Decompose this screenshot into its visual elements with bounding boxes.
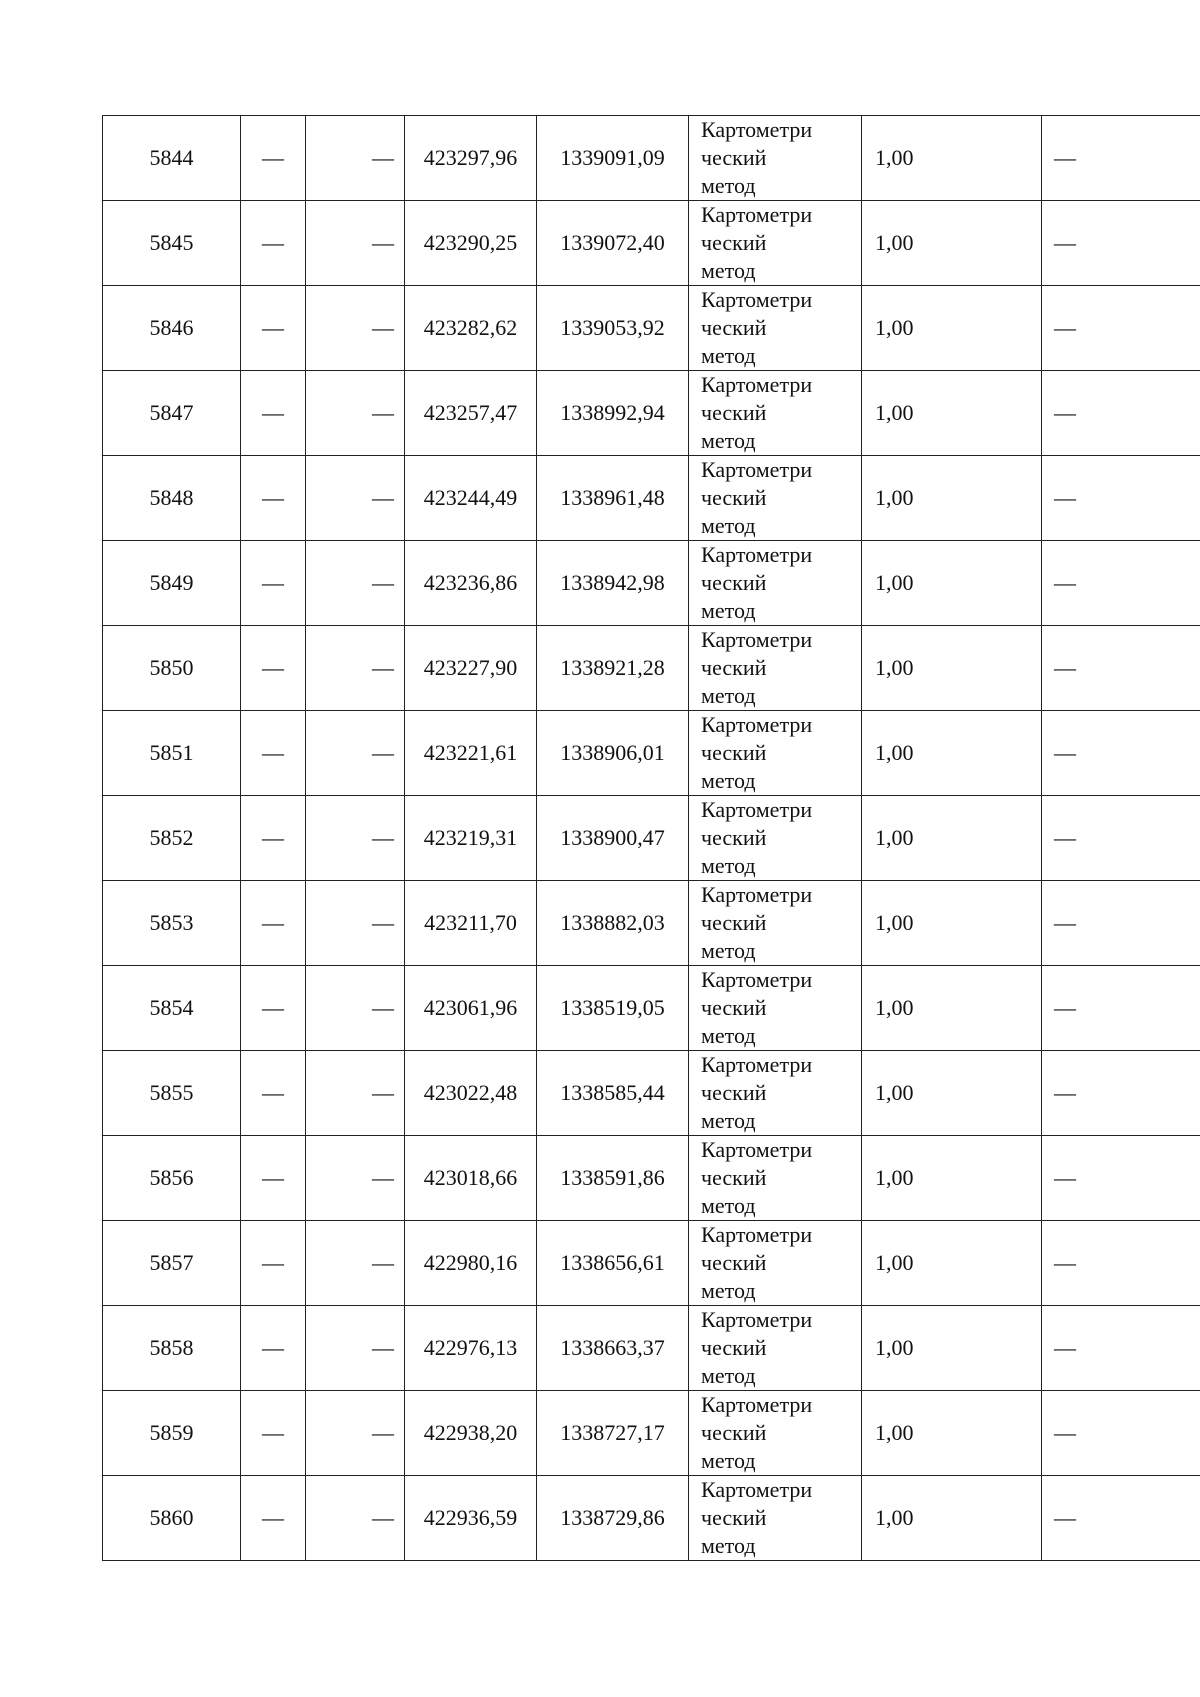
table-row: [103, 1306, 1200, 1391]
empty-text-2: —: [372, 230, 394, 255]
point-number-text: 5847: [149, 400, 194, 425]
method-text: Картометри ческий метод: [701, 882, 813, 963]
table-row: [103, 286, 1200, 371]
empty-text-1: —: [262, 1505, 284, 1530]
y-coordinate-cell: [537, 626, 689, 711]
empty-cell-1: [241, 1391, 306, 1476]
x-coordinate-text: 423018,66: [423, 1165, 518, 1190]
empty-cell-3: [1042, 201, 1200, 286]
empty-text-1: —: [262, 485, 284, 510]
table-row: [103, 966, 1200, 1051]
point-number-cell: [103, 116, 241, 201]
empty-text-1: —: [262, 230, 284, 255]
point-number-cell: [103, 626, 241, 711]
method-cell: [689, 966, 862, 1051]
point-number-cell: [103, 201, 241, 286]
y-coordinate-text: 1338656,61: [560, 1250, 665, 1275]
empty-text-2: —: [372, 1335, 394, 1360]
point-number-text: 5855: [149, 1080, 194, 1105]
point-number-text: 5852: [149, 825, 194, 850]
method-text: Картометри ческий метод: [701, 372, 813, 453]
y-coordinate-text: 1338585,44: [560, 1080, 665, 1105]
point-number-cell: [103, 286, 241, 371]
empty-cell-2: [306, 541, 405, 626]
empty-text-2: —: [372, 1420, 394, 1445]
method-text: Картометри ческий метод: [701, 202, 813, 283]
y-coordinate-text: 1338591,86: [560, 1165, 665, 1190]
x-coordinate-text: 423297,96: [423, 145, 518, 170]
point-number-cell: [103, 711, 241, 796]
empty-cell-1: [241, 711, 306, 796]
method-cell: [689, 371, 862, 456]
x-coordinate-cell: [405, 1306, 537, 1391]
accuracy-cell: [862, 456, 1042, 541]
empty-cell-3: [1042, 541, 1200, 626]
empty-cell-3: [1042, 1221, 1200, 1306]
method-cell: [689, 796, 862, 881]
table-row: [103, 116, 1200, 201]
empty-cell-2: [306, 711, 405, 796]
point-number-cell: [103, 456, 241, 541]
empty-text-2: —: [372, 145, 394, 170]
point-number-cell: [103, 1476, 241, 1561]
y-coordinate-cell: [537, 796, 689, 881]
x-coordinate-text: 423061,96: [423, 995, 518, 1020]
table-row: [103, 796, 1200, 881]
point-number-text: 5845: [149, 230, 194, 255]
empty-text-1: —: [262, 1420, 284, 1445]
empty-cell-3: [1042, 1476, 1200, 1561]
point-number-cell: [103, 1306, 241, 1391]
accuracy-text: 1,00: [875, 1505, 914, 1530]
accuracy-cell: [862, 1221, 1042, 1306]
empty-cell-3: [1042, 371, 1200, 456]
empty-text-1: —: [262, 315, 284, 340]
accuracy-cell: [862, 541, 1042, 626]
method-text: Картометри ческий метод: [701, 542, 813, 623]
empty-cell-2: [306, 286, 405, 371]
method-cell: [689, 1391, 862, 1476]
accuracy-text: 1,00: [875, 825, 914, 850]
table-row: [103, 626, 1200, 711]
accuracy-text: 1,00: [875, 1335, 914, 1360]
empty-cell-1: [241, 1221, 306, 1306]
x-coordinate-cell: [405, 1476, 537, 1561]
empty-text-2: —: [372, 570, 394, 595]
empty-text-3: —: [1054, 1165, 1076, 1190]
y-coordinate-text: 1339072,40: [560, 230, 665, 255]
method-cell: [689, 1221, 862, 1306]
empty-text-2: —: [372, 995, 394, 1020]
method-cell: [689, 541, 862, 626]
empty-cell-1: [241, 456, 306, 541]
empty-cell-1: [241, 541, 306, 626]
method-text: Картометри ческий метод: [701, 1222, 813, 1303]
y-coordinate-text: 1338942,98: [560, 570, 665, 595]
x-coordinate-cell: [405, 116, 537, 201]
empty-text-2: —: [372, 655, 394, 680]
y-coordinate-cell: [537, 1391, 689, 1476]
accuracy-text: 1,00: [875, 570, 914, 595]
y-coordinate-cell: [537, 286, 689, 371]
accuracy-text: 1,00: [875, 1250, 914, 1275]
empty-text-2: —: [372, 1250, 394, 1275]
empty-cell-1: [241, 626, 306, 711]
empty-text-2: —: [372, 825, 394, 850]
method-cell: [689, 711, 862, 796]
empty-text-3: —: [1054, 825, 1076, 850]
empty-cell-1: [241, 1476, 306, 1561]
x-coordinate-text: 423244,49: [423, 485, 518, 510]
x-coordinate-text: 422976,13: [423, 1335, 518, 1360]
x-coordinate-cell: [405, 1051, 537, 1136]
empty-text-2: —: [372, 910, 394, 935]
empty-cell-2: [306, 881, 405, 966]
empty-cell-1: [241, 1306, 306, 1391]
x-coordinate-text: 422980,16: [423, 1250, 518, 1275]
point-number-text: 5850: [149, 655, 194, 680]
y-coordinate-cell: [537, 456, 689, 541]
x-coordinate-cell: [405, 1391, 537, 1476]
point-number-text: 5854: [149, 995, 194, 1020]
y-coordinate-cell: [537, 1136, 689, 1221]
empty-cell-1: [241, 286, 306, 371]
point-number-cell: [103, 796, 241, 881]
accuracy-text: 1,00: [875, 995, 914, 1020]
y-coordinate-text: 1338921,28: [560, 655, 665, 680]
empty-cell-1: [241, 1051, 306, 1136]
method-text: Картометри ческий метод: [701, 457, 813, 538]
empty-cell-1: [241, 881, 306, 966]
y-coordinate-text: 1339091,09: [560, 145, 665, 170]
accuracy-cell: [862, 1391, 1042, 1476]
x-coordinate-text: 422936,59: [423, 1505, 518, 1530]
empty-text-2: —: [372, 740, 394, 765]
table-row: [103, 881, 1200, 966]
empty-cell-1: [241, 796, 306, 881]
empty-cell-3: [1042, 456, 1200, 541]
method-text: Картометри ческий метод: [701, 1307, 813, 1388]
method-cell: [689, 1136, 862, 1221]
method-text: Картометри ческий метод: [701, 117, 813, 198]
method-cell: [689, 116, 862, 201]
method-cell: [689, 456, 862, 541]
x-coordinate-text: 423221,61: [423, 740, 518, 765]
table-row: [103, 371, 1200, 456]
y-coordinate-cell: [537, 1306, 689, 1391]
method-cell: [689, 881, 862, 966]
empty-text-2: —: [372, 400, 394, 425]
empty-cell-3: [1042, 626, 1200, 711]
y-coordinate-text: 1338519,05: [560, 995, 665, 1020]
x-coordinate-cell: [405, 1136, 537, 1221]
point-number-text: 5849: [149, 570, 194, 595]
empty-text-3: —: [1054, 995, 1076, 1020]
empty-cell-3: [1042, 1136, 1200, 1221]
point-number-text: 5860: [149, 1505, 194, 1530]
table-row: [103, 1476, 1200, 1561]
y-coordinate-text: 1339053,92: [560, 315, 665, 340]
empty-text-3: —: [1054, 1250, 1076, 1275]
table-row: [103, 541, 1200, 626]
empty-text-1: —: [262, 570, 284, 595]
empty-cell-2: [306, 1476, 405, 1561]
empty-cell-1: [241, 966, 306, 1051]
x-coordinate-cell: [405, 456, 537, 541]
x-coordinate-cell: [405, 711, 537, 796]
empty-cell-1: [241, 116, 306, 201]
point-number-cell: [103, 1051, 241, 1136]
empty-text-1: —: [262, 145, 284, 170]
x-coordinate-text: 423227,90: [423, 655, 518, 680]
accuracy-text: 1,00: [875, 400, 914, 425]
accuracy-cell: [862, 626, 1042, 711]
x-coordinate-cell: [405, 371, 537, 456]
y-coordinate-cell: [537, 541, 689, 626]
point-number-cell: [103, 966, 241, 1051]
point-number-cell: [103, 371, 241, 456]
empty-cell-3: [1042, 796, 1200, 881]
empty-text-1: —: [262, 1335, 284, 1360]
x-coordinate-text: 423257,47: [423, 400, 518, 425]
method-cell: [689, 1306, 862, 1391]
accuracy-text: 1,00: [875, 230, 914, 255]
accuracy-text: 1,00: [875, 315, 914, 340]
y-coordinate-text: 1338727,17: [560, 1420, 665, 1445]
empty-cell-3: [1042, 116, 1200, 201]
method-text: Картометри ческий метод: [701, 627, 813, 708]
point-number-cell: [103, 1391, 241, 1476]
y-coordinate-cell: [537, 1476, 689, 1561]
empty-text-3: —: [1054, 910, 1076, 935]
empty-cell-2: [306, 456, 405, 541]
empty-text-3: —: [1054, 145, 1076, 170]
empty-text-2: —: [372, 485, 394, 510]
method-cell: [689, 1476, 862, 1561]
empty-text-1: —: [262, 910, 284, 935]
y-coordinate-cell: [537, 881, 689, 966]
empty-text-2: —: [372, 1080, 394, 1105]
accuracy-cell: [862, 796, 1042, 881]
method-text: Картометри ческий метод: [701, 1477, 813, 1558]
point-number-text: 5846: [149, 315, 194, 340]
point-number-text: 5858: [149, 1335, 194, 1360]
point-number-text: 5857: [149, 1250, 194, 1275]
accuracy-text: 1,00: [875, 740, 914, 765]
empty-cell-2: [306, 1221, 405, 1306]
empty-text-3: —: [1054, 1335, 1076, 1360]
y-coordinate-cell: [537, 966, 689, 1051]
table-row: [103, 1136, 1200, 1221]
x-coordinate-cell: [405, 286, 537, 371]
accuracy-cell: [862, 1051, 1042, 1136]
y-coordinate-text: 1338882,03: [560, 910, 665, 935]
x-coordinate-cell: [405, 881, 537, 966]
y-coordinate-cell: [537, 1221, 689, 1306]
point-number-text: 5848: [149, 485, 194, 510]
empty-text-3: —: [1054, 485, 1076, 510]
x-coordinate-text: 423236,86: [423, 570, 518, 595]
empty-cell-2: [306, 1136, 405, 1221]
empty-text-1: —: [262, 400, 284, 425]
empty-text-3: —: [1054, 315, 1076, 340]
point-number-cell: [103, 541, 241, 626]
table-row: [103, 1391, 1200, 1476]
empty-text-1: —: [262, 825, 284, 850]
x-coordinate-text: 423290,25: [423, 230, 518, 255]
accuracy-cell: [862, 966, 1042, 1051]
y-coordinate-cell: [537, 1051, 689, 1136]
method-text: Картометри ческий метод: [701, 1137, 813, 1218]
method-text: Картометри ческий метод: [701, 967, 813, 1048]
accuracy-text: 1,00: [875, 655, 914, 680]
method-text: Картометри ческий метод: [701, 712, 813, 793]
coordinates-table: [102, 115, 1200, 1561]
y-coordinate-text: 1338992,94: [560, 400, 665, 425]
empty-cell-3: [1042, 1051, 1200, 1136]
empty-text-2: —: [372, 1165, 394, 1190]
empty-cell-3: [1042, 711, 1200, 796]
method-text: Картометри ческий метод: [701, 1052, 813, 1133]
empty-text-2: —: [372, 1505, 394, 1530]
empty-text-2: —: [372, 315, 394, 340]
empty-text-3: —: [1054, 570, 1076, 595]
accuracy-cell: [862, 116, 1042, 201]
table-row: [103, 711, 1200, 796]
accuracy-text: 1,00: [875, 1420, 914, 1445]
empty-text-3: —: [1054, 655, 1076, 680]
point-number-cell: [103, 1221, 241, 1306]
empty-text-3: —: [1054, 400, 1076, 425]
x-coordinate-cell: [405, 796, 537, 881]
method-text: Картометри ческий метод: [701, 287, 813, 368]
point-number-text: 5853: [149, 910, 194, 935]
accuracy-cell: [862, 1136, 1042, 1221]
empty-cell-2: [306, 626, 405, 711]
empty-cell-2: [306, 796, 405, 881]
empty-cell-2: [306, 371, 405, 456]
empty-cell-2: [306, 1306, 405, 1391]
table-row: [103, 1221, 1200, 1306]
empty-text-3: —: [1054, 1505, 1076, 1530]
x-coordinate-cell: [405, 966, 537, 1051]
x-coordinate-cell: [405, 626, 537, 711]
y-coordinate-cell: [537, 371, 689, 456]
empty-text-1: —: [262, 1080, 284, 1105]
empty-text-1: —: [262, 1165, 284, 1190]
accuracy-text: 1,00: [875, 485, 914, 510]
y-coordinate-cell: [537, 116, 689, 201]
y-coordinate-text: 1338729,86: [560, 1505, 665, 1530]
empty-cell-2: [306, 1051, 405, 1136]
accuracy-cell: [862, 286, 1042, 371]
x-coordinate-text: 423219,31: [423, 825, 518, 850]
empty-cell-3: [1042, 286, 1200, 371]
accuracy-cell: [862, 201, 1042, 286]
empty-cell-2: [306, 966, 405, 1051]
accuracy-cell: [862, 881, 1042, 966]
point-number-cell: [103, 881, 241, 966]
point-number-cell: [103, 1136, 241, 1221]
y-coordinate-text: 1338961,48: [560, 485, 665, 510]
table-row: [103, 456, 1200, 541]
x-coordinate-text: 422938,20: [423, 1420, 518, 1445]
empty-text-1: —: [262, 740, 284, 765]
accuracy-cell: [862, 1306, 1042, 1391]
empty-cell-2: [306, 116, 405, 201]
empty-cell-2: [306, 1391, 405, 1476]
empty-text-3: —: [1054, 230, 1076, 255]
empty-cell-2: [306, 201, 405, 286]
x-coordinate-cell: [405, 1221, 537, 1306]
method-cell: [689, 201, 862, 286]
accuracy-text: 1,00: [875, 1165, 914, 1190]
point-number-text: 5851: [149, 740, 194, 765]
empty-text-3: —: [1054, 740, 1076, 765]
table-row: [103, 201, 1200, 286]
empty-text-3: —: [1054, 1420, 1076, 1445]
accuracy-text: 1,00: [875, 145, 914, 170]
point-number-text: 5859: [149, 1420, 194, 1445]
empty-cell-1: [241, 1136, 306, 1221]
empty-text-1: —: [262, 995, 284, 1020]
x-coordinate-text: 423022,48: [423, 1080, 518, 1105]
point-number-text: 5856: [149, 1165, 194, 1190]
table-row: [103, 1051, 1200, 1136]
y-coordinate-cell: [537, 201, 689, 286]
method-text: Картометри ческий метод: [701, 1392, 813, 1473]
accuracy-text: 1,00: [875, 1080, 914, 1105]
x-coordinate-cell: [405, 541, 537, 626]
x-coordinate-text: 423282,62: [423, 315, 518, 340]
y-coordinate-text: 1338663,37: [560, 1335, 665, 1360]
x-coordinate-cell: [405, 201, 537, 286]
y-coordinate-text: 1338906,01: [560, 740, 665, 765]
method-cell: [689, 286, 862, 371]
empty-cell-1: [241, 201, 306, 286]
empty-cell-3: [1042, 881, 1200, 966]
table-body: [103, 116, 1200, 1561]
accuracy-cell: [862, 711, 1042, 796]
method-cell: [689, 1051, 862, 1136]
empty-cell-3: [1042, 966, 1200, 1051]
accuracy-cell: [862, 1476, 1042, 1561]
accuracy-cell: [862, 371, 1042, 456]
x-coordinate-text: 423211,70: [424, 910, 517, 935]
point-number-text: 5844: [149, 145, 194, 170]
method-text: Картометри ческий метод: [701, 797, 813, 878]
empty-cell-3: [1042, 1306, 1200, 1391]
empty-text-3: —: [1054, 1080, 1076, 1105]
y-coordinate-cell: [537, 711, 689, 796]
accuracy-text: 1,00: [875, 910, 914, 935]
empty-text-1: —: [262, 1250, 284, 1275]
empty-text-1: —: [262, 655, 284, 680]
method-cell: [689, 626, 862, 711]
empty-cell-1: [241, 371, 306, 456]
y-coordinate-text: 1338900,47: [560, 825, 665, 850]
empty-cell-3: [1042, 1391, 1200, 1476]
